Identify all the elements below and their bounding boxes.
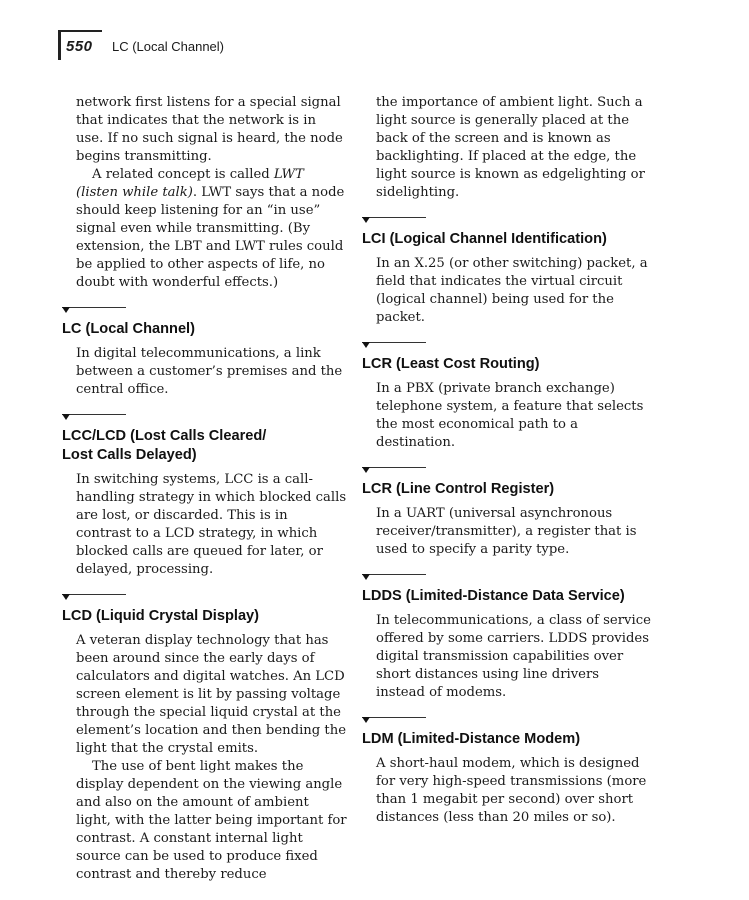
entry-lc <box>62 306 347 399</box>
triangle-icon <box>362 217 370 223</box>
entry-term <box>62 427 347 465</box>
entry-lcc-lcd <box>62 413 347 579</box>
continuation-paragraph: the importance of ambient light. Such a light source is generally placed at the back of the screen and is known as backlighting. If placed at the edge, the light source is known as edgelighting or sidelighting. <box>376 95 645 200</box>
entry-term-line-2: Lost Calls Delayed) <box>62 447 197 463</box>
entry-ldm <box>362 716 652 827</box>
entry-definition-continued: The use of bent light makes the display dependent on the viewing angle and also on the amount of ambient light, with the latter being important for contrast. A constant internal light source can be used to produce fixed contrast and thereby reduce <box>76 759 347 882</box>
triangle-icon <box>362 342 370 348</box>
entry-term: LDM (Limited-Distance Modem) <box>362 731 581 747</box>
entry-definition: In digital telecommunications, a link between a customer’s premises and the central office. <box>76 346 343 397</box>
entry-definition: In a PBX (private branch exchange) telephone system, a feature that selects the most economical path to a destination. <box>376 381 644 450</box>
triangle-icon <box>362 717 370 723</box>
triangle-icon <box>62 414 70 420</box>
entry-definition: In an X.25 (or other switching) packet, a field that indicates the virtual circuit (logical channel) being used for the packet. <box>376 256 648 325</box>
intro-paragraph-2 <box>62 166 347 292</box>
intro-p2-italic: LWT (listen while talk) <box>76 167 304 200</box>
entry-lcr-line-control <box>362 466 652 559</box>
entry-ldds <box>362 573 652 702</box>
entry-term: LCD (Liquid Crystal Display) <box>62 608 260 624</box>
right-column <box>362 94 652 827</box>
entry-marker <box>62 306 347 316</box>
header-rule-horizontal <box>58 30 102 32</box>
running-title: LC (Local Channel) <box>112 39 225 54</box>
entry-lcr-least-cost <box>362 341 652 452</box>
entry-term: LDDS (Limited-Distance Data Service) <box>362 588 625 604</box>
entry-definition: In switching systems, LCC is a call-handling strategy in which blocked calls are lost, or discarded. This is in contrast to a LCD strategy, in which blocked calls are queued for later, or delayed, processing. <box>76 472 347 577</box>
entry-lcd <box>62 593 347 884</box>
intro-p2-prefix: A related concept is called <box>92 167 274 182</box>
entry-term: LCR (Least Cost Routing) <box>362 356 540 372</box>
entry-definition: In a UART (universal asynchronous receiver/transmitter), a register that is used to specify a parity type. <box>376 506 637 557</box>
entry-marker <box>62 593 347 603</box>
intro-p2-suffix: . LWT says that a node should keep listening for an “in use” signal even while transmitting. (By extension, the LBT and LWT rules could be applied to other aspects of life, no doubt with wonderful effects.) <box>76 185 345 290</box>
entry-marker <box>362 341 652 351</box>
entry-definition: A veteran display technology that has been around since the early days of calculators and digital watches. An LCD screen element is lit by passing voltage through the special liquid crystal at the element’s location and then bending the light that the crystal emits. <box>76 633 347 756</box>
triangle-icon <box>362 574 370 580</box>
header-rule-vertical <box>58 30 61 60</box>
triangle-icon <box>62 307 70 313</box>
entry-term: LCI (Logical Channel Identification) <box>362 231 607 247</box>
entry-term: LCR (Line Control Register) <box>362 481 555 497</box>
page-number: 550 <box>66 38 93 55</box>
entry-marker <box>362 716 652 726</box>
entry-marker <box>62 413 347 423</box>
entry-marker <box>362 573 652 583</box>
left-column <box>62 94 347 884</box>
intro-paragraph-1: network first listens for a special signal that indicates that the network is in use. If no such signal is heard, the node begins transmitting. <box>76 95 343 164</box>
triangle-icon <box>362 467 370 473</box>
entry-definition: In telecommunications, a class of service offered by some carriers. LDDS provides digital transmission capabilities over short distances using line drivers instead of modems. <box>376 613 651 700</box>
triangle-icon <box>62 594 70 600</box>
entry-term-line-1: LCC/LCD (Lost Calls Cleared/ <box>62 428 267 444</box>
entry-definition: A short-haul modem, which is designed for very high-speed transmissions (more than 1 megabit per second) over short distances (less than 20 miles or so). <box>376 756 647 825</box>
entry-marker <box>362 466 652 476</box>
entry-term: LC (Local Channel) <box>62 321 195 337</box>
entry-marker <box>362 216 652 226</box>
entry-lci <box>362 216 652 327</box>
